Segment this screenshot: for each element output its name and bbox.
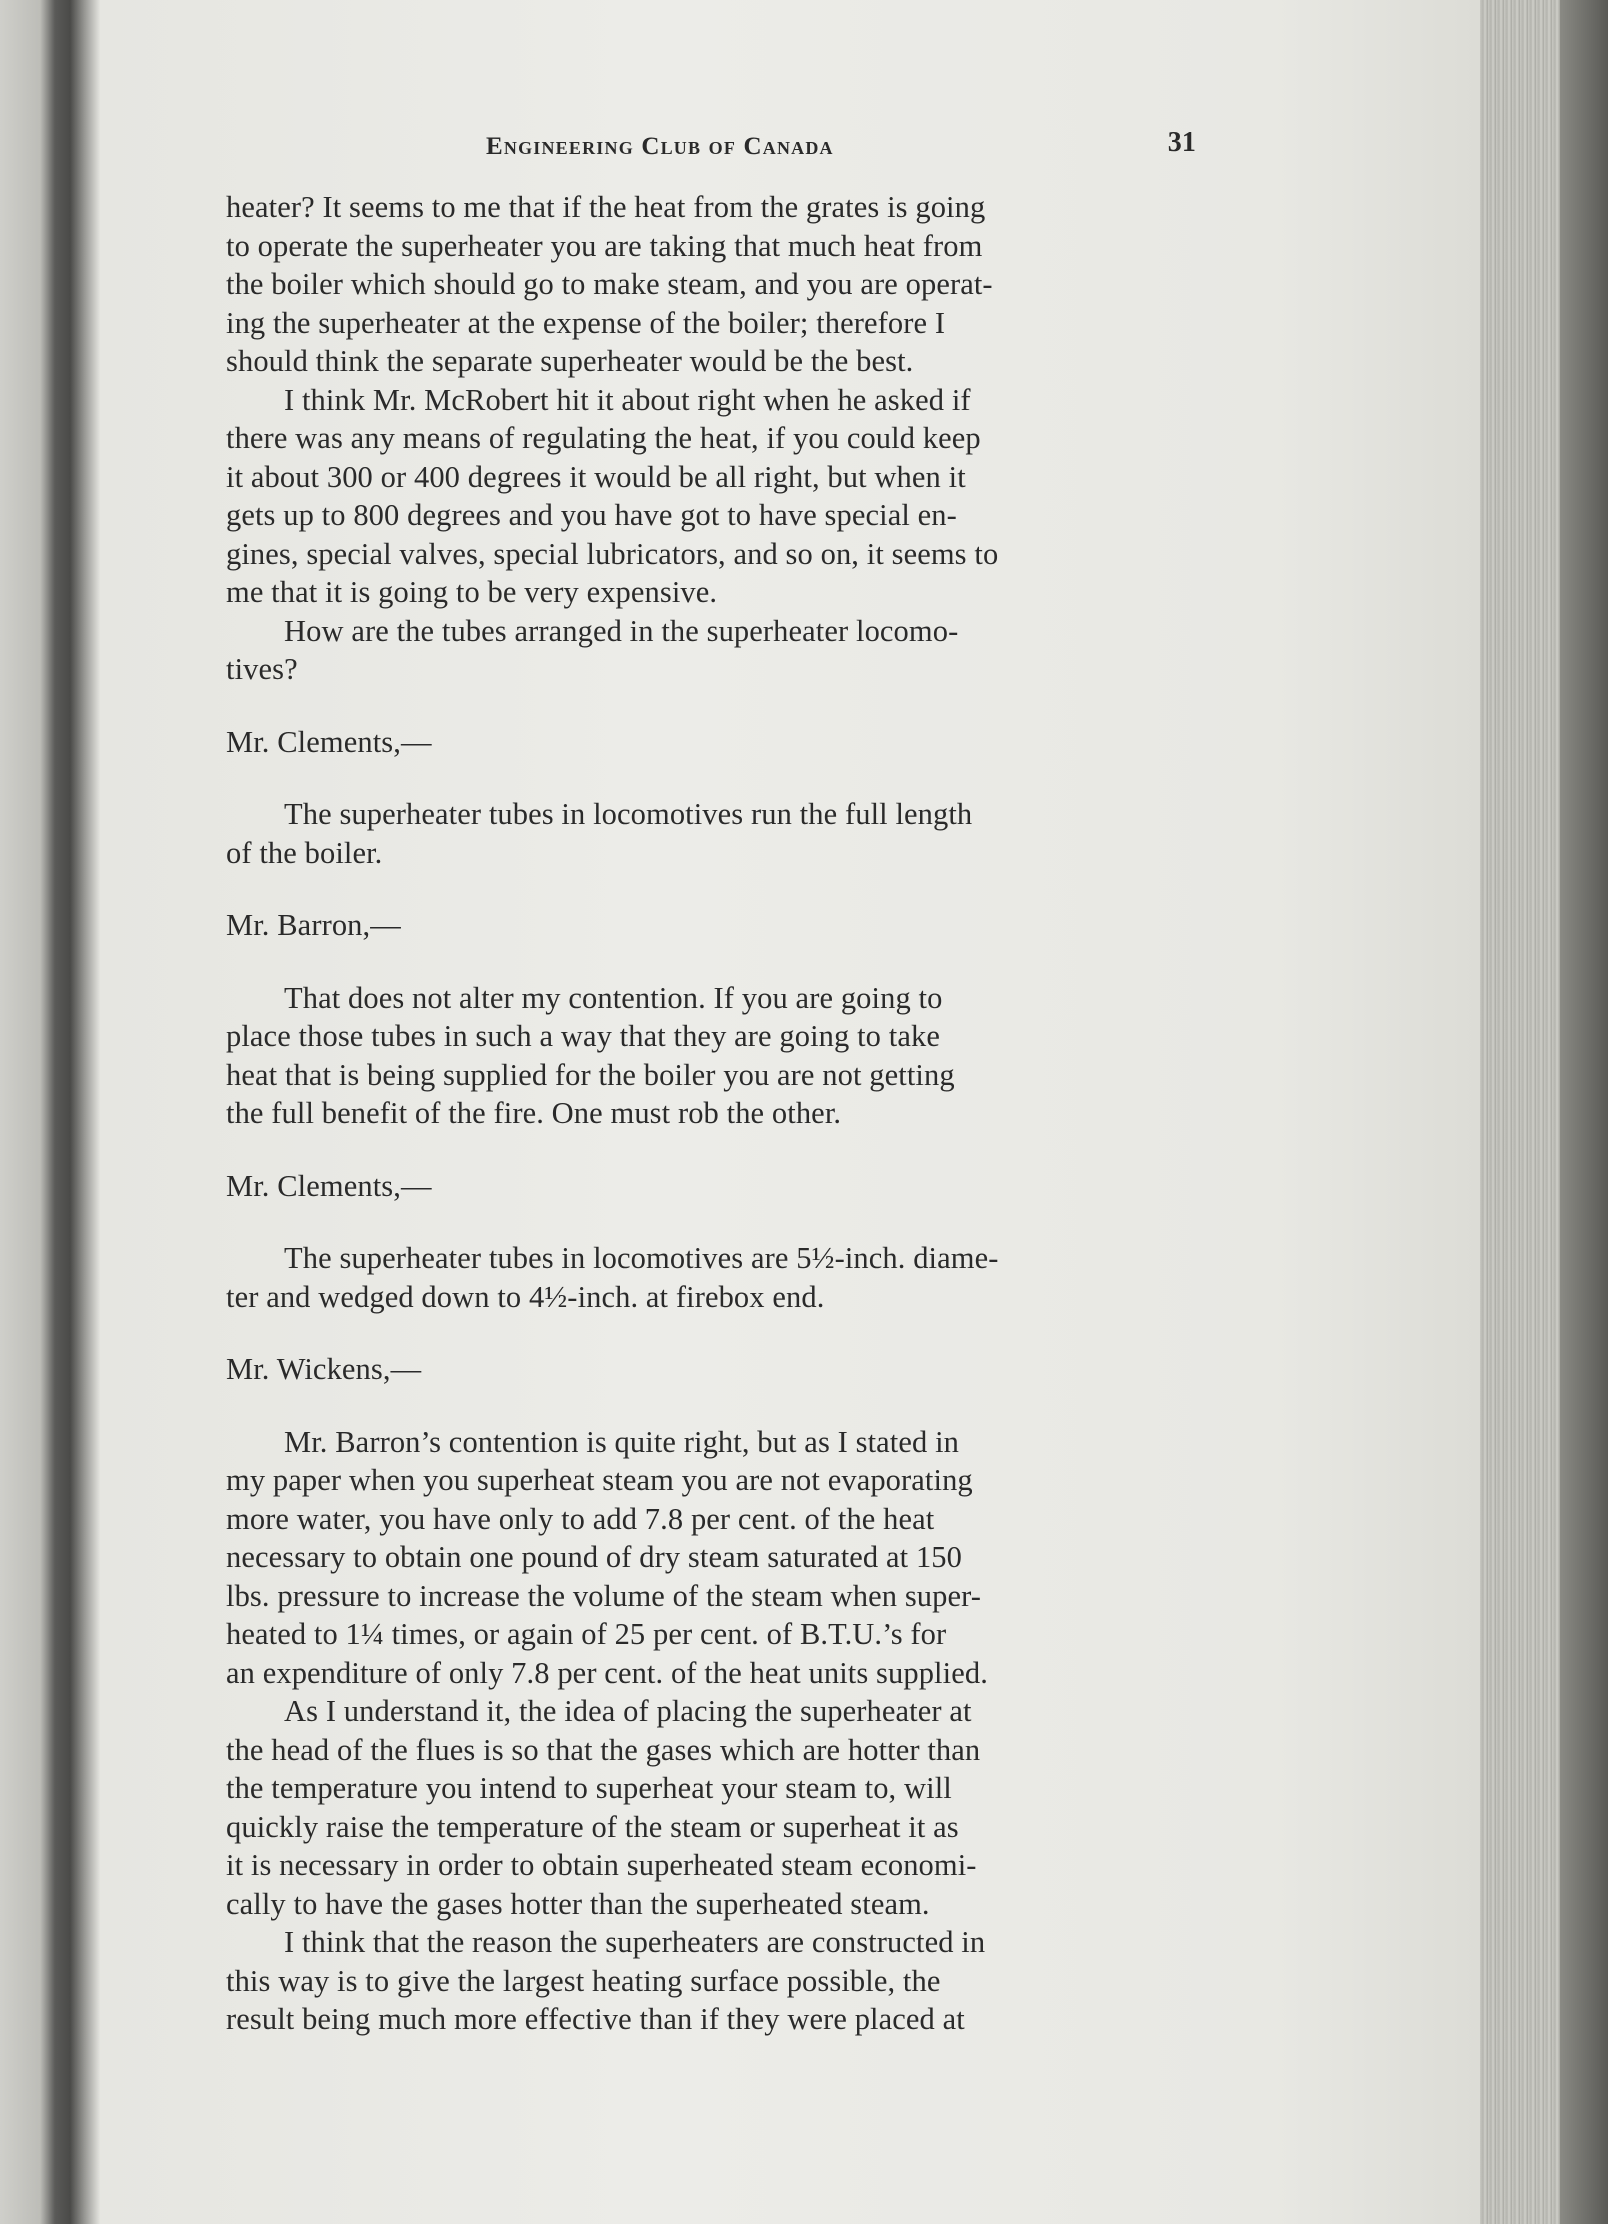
paragraph	[226, 612, 1256, 689]
text-line: of the boiler.	[226, 835, 383, 870]
text-line: ter and wedged down to 4½-inch. at firebox end.	[226, 1279, 825, 1314]
text-line: heated to 1¼ times, or again of 25 per cent. of B.T.U.’s for	[226, 1617, 947, 1651]
paragraph	[226, 1692, 1256, 1923]
text-line: cally to have the gases hotter than the superheated steam.	[226, 1886, 930, 1921]
text-line: How are the tubes arranged in the superheater locomo-	[284, 613, 959, 648]
text-line: the temperature you intend to superheat your steam to, will	[226, 1771, 952, 1805]
page-text	[226, 128, 1256, 2039]
text-line: it is necessary in order to obtain superheated steam economi-	[226, 1848, 977, 1882]
paragraph	[226, 795, 1256, 872]
speaker-label: Mr. Clements,—	[226, 724, 432, 759]
text-line: necessary to obtain one pound of dry steam saturated at 150	[226, 1540, 962, 1574]
text-line: heat that is being supplied for the boiler you are not getting	[226, 1057, 955, 1092]
text-line: place those tubes in such a way that they are going to take	[226, 1019, 940, 1053]
text-line: I think Mr. McRobert hit it about right when he asked if	[284, 382, 971, 417]
text-line: I think that the reason the superheaters are constructed in	[284, 1925, 986, 1959]
text-line: Mr. Barron’s contention is quite right, but as I stated in	[284, 1424, 960, 1459]
text-line: should think the separate superheater would be the best.	[226, 344, 914, 378]
text-line: more water, you have only to add 7.8 per cent. of the heat	[226, 1501, 935, 1536]
paragraph	[226, 381, 1256, 612]
text-line: me that it is going to be very expensive.	[226, 575, 718, 609]
text-line: to operate the superheater you are taking that much heat from	[226, 228, 983, 263]
speaker-label: Mr. Barron,—	[226, 908, 401, 942]
paragraph	[226, 1423, 1256, 1693]
text-line: The superheater tubes in locomotives are 5½-inch. diame-	[284, 1241, 999, 1275]
paragraph	[226, 188, 1256, 381]
text-line: ing the superheater at the expense of the boiler; therefore I	[226, 305, 946, 340]
text-line: result being much more effective than if they were placed at	[226, 2002, 965, 2036]
text-line: heater? It seems to me that if the heat from the grates is going	[226, 190, 986, 224]
book-binding	[0, 0, 100, 2224]
page-number: 31	[1167, 127, 1196, 158]
text-line: gines, special valves, special lubricators, and so on, it seems to	[226, 536, 999, 571]
text-line: quickly raise the temperature of the steam or superheat it as	[226, 1809, 959, 1844]
text-line: the head of the flues is so that the gases which are hotter than	[226, 1732, 981, 1767]
text-line: As I understand it, the idea of placing the superheater at	[284, 1694, 972, 1728]
text-line: this way is to give the largest heating surface possible, the	[226, 1963, 941, 1998]
text-line: That does not alter my contention. If you are going to	[284, 980, 943, 1015]
paragraph	[226, 1923, 1256, 2039]
speaker-label: Mr. Wickens,—	[226, 1352, 422, 1386]
paragraph	[226, 979, 1256, 1133]
text-line: my paper when you superheat steam you are not evaporating	[226, 1463, 973, 1497]
page-edges-shadow	[1560, 0, 1608, 2224]
text-line: the boiler which should go to make steam, and you are operat-	[226, 267, 993, 301]
running-title: Engineering Club of Canada	[486, 133, 834, 160]
text-line: tives?	[226, 652, 298, 686]
running-head	[226, 128, 1256, 188]
text-line: there was any means of regulating the heat, if you could keep	[226, 421, 981, 455]
speaker-label: Mr. Clements,—	[226, 1168, 432, 1203]
paragraph	[226, 1239, 1256, 1316]
text-line: gets up to 800 degrees and you have got to have special en-	[226, 498, 957, 532]
text-line: an expenditure of only 7.8 per cent. of the heat units supplied.	[226, 1655, 988, 1690]
text-line: it about 300 or 400 degrees it would be all right, but when it	[226, 459, 966, 494]
text-line: the full benefit of the fire. One must rob the other.	[226, 1096, 842, 1130]
text-line: lbs. pressure to increase the volume of the steam when super-	[226, 1578, 982, 1613]
text-line: The superheater tubes in locomotives run the full length	[284, 797, 973, 831]
